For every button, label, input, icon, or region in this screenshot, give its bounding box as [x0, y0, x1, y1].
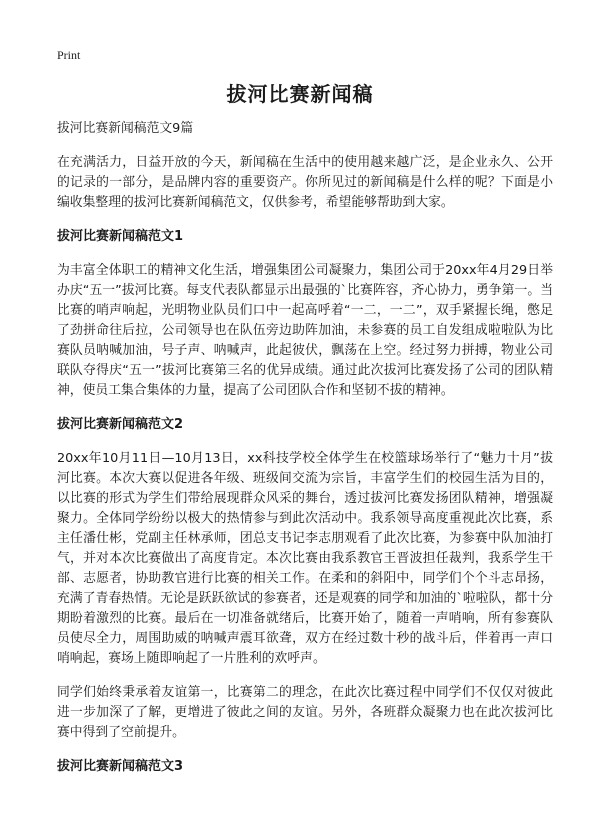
section-2-paragraph-2: 同学们始终秉承着友谊第一，比赛第二的理念，在此次比赛过程中同学们不仅仅对彼此进一步加深了了解，更增进了彼此之间的友谊。另外，各班群众凝聚力也在此次拔河比赛中得到了空前提升。 — [57, 685, 553, 740]
section-1-paragraph: 为丰富全体职工的精神文化生活，增强集团公司凝聚力，集团公司于20xx年4月29日举办庆“五一”拔河比赛。每支代表队都显示出最强的`比赛阵容，齐心协力，勇争第一。当比赛的哨声响起，光明物业队员们口中一起高呼着“一二，一二”，双手紧握长绳，憋足了劲拼命往后拉，公司领导也在队伍旁边助阵加油，未参赛的员工自发组成啦啦队为比赛队员呐喊加油，号子声、呐喊声，此起彼伏，飘荡在上空。经过努力拼搏，物业公司联队夺得庆“五一”拔河比赛第三名的优异成绩。通过此次拔河比赛发扬了公司的团队精神，使员工集合集体的力量，提高了公司团队合作和坚韧不拔的精神。 — [57, 263, 553, 398]
section-heading-2: 拔河比赛新闻稿范文2 — [57, 417, 184, 432]
print-link[interactable]: Print — [57, 48, 81, 62]
section-heading-3: 拔河比赛新闻稿范文3 — [57, 759, 184, 774]
page-title: 拔河比赛新闻稿 — [226, 82, 374, 106]
intro-paragraph: 在充满活力，日益开放的今天，新闻稿在生活中的使用越来越广泛，是企业永久、公开的记录的一部分，是品牌内容的重要资产。你所见过的新闻稿是什么样的呢？下面是小编收集整理的拔河比赛新闻稿范文，仅供参考，希望能够帮助到大家。 — [57, 155, 553, 210]
article-body — [57, 119, 553, 791]
article-subtitle: 拔河比赛新闻稿范文9篇 — [57, 121, 194, 136]
section-2-paragraph-1: 20xx年10月11日—10月13日，xx科技学校全体学生在校篮球场举行了“魅力十月”拔河比赛。本次大赛以促进各年级、班级间交流为宗旨，丰富学生们的校园生活为目的，以比赛的形式为学生们带给展现群众风采的舞台，透过拔河比赛发扬团队精神，增强凝聚力。全体同学纷纷以极大的热情参与到此次活动中。我系领导高度重视此次比赛，系主任潘仕彬，党副主任林承师，团总支书记李志朋观看了此次比赛，为参赛中队加油打气，并对本次比赛做出了高度肯定。本次比赛由我系教官王晋波担任裁判，我系学生干部、志愿者，协助教官进行比赛的相关工作。在柔和的斜阳中，同学们个个斗志昂扬，充满了青春热情。无论是跃跃欲试的参赛者，还是观赛的同学和加油的`啦啦队，都十分期盼着激烈的比赛。最后在一切准备就绪后，比赛开始了，随着一声哨响，所有参赛队员使尽全力，周围助威的呐喊声震耳欲聋，双方在经过数十秒的战斗后，伴着再一声口哨响起，赛场上随即响起了一片胜利的欢呼声。 — [57, 451, 553, 666]
section-heading-1: 拔河比赛新闻稿范文1 — [57, 229, 184, 244]
